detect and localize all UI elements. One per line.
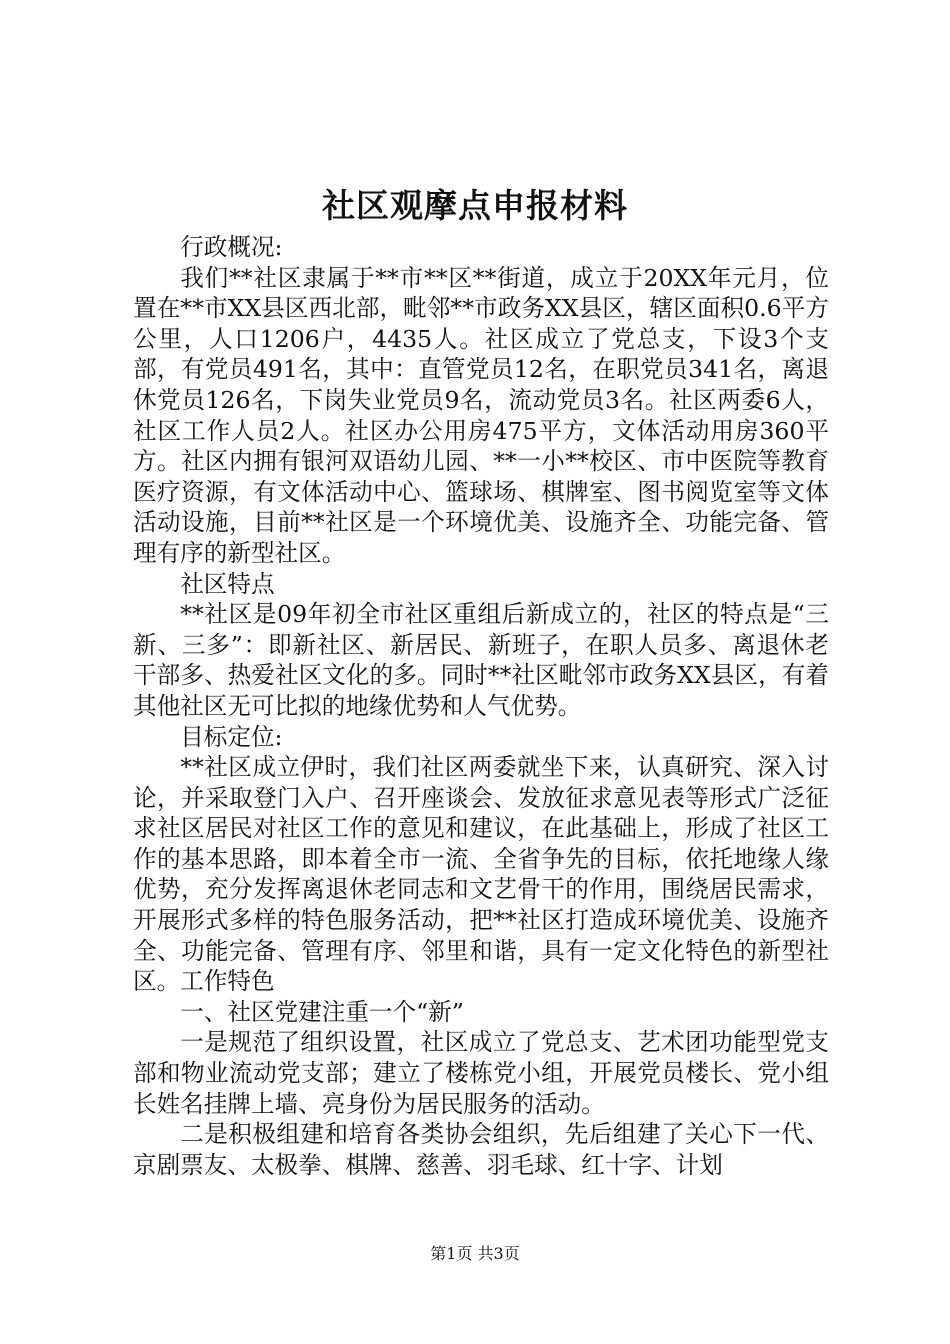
section-heading-overview: 行政概况:: [180, 233, 283, 261]
paragraph-overview: 我们**社区隶属于**市**区**街道，成立于20XX年元月，位置在**市XX县区西北部，毗邻**市政务XX县区，辖区面积0.6平方公里，人口1206户，4435人。社区成立了党总支，下设3个支部，有党员491名，其中：直管党员12名，在职党员341名，离退休党员126名，下岗失业党员9名，流动党员3名。社区两委6人，社区工作人员2人。社区办公用房475平方，文体活动用房360平方。社区内拥有银河双语幼儿园、**一小**校区、市中医院等教育医疗资源，有文体活动中心、篮球场、棋牌室、图书阅览室等文体活动设施，目前**社区是一个环境优美、设施齐全、功能完备、管理有序的新型社区。: [133, 263, 829, 567]
paragraph-item-one: 一是规范了组织设置，社区成立了党总支、艺术团功能型党支部和物业流动党支部；建立了楼栋党小组，开展党员楼长、党小组长姓名挂牌上墙、亮身份为居民服务的活动。: [133, 1028, 829, 1118]
paragraph-item-two: 二是积极组建和培育各类协会组织，先后组建了关心下一代、京剧票友、太极拳、棋牌、慈善、羽毛球、红十字、计划: [133, 1120, 829, 1179]
paragraph-features: **社区是09年初全市社区重组后新成立的，社区的特点是“三新、三多”：即新社区、新居民、新班子，在职人员多、离退休老干部多、热爱社区文化的多。同时**社区毗邻市政务XX县区，有着其他社区无可比拟的地缘优势和人气优势。: [133, 600, 829, 720]
section-heading-goal: 目标定位:: [180, 722, 283, 751]
document-body: [133, 232, 829, 1180]
subheading-party-building: 一、社区党建注重一个“新”: [180, 997, 464, 1026]
paragraph-goal: **社区成立伊时，我们社区两委就坐下来，认真研究、深入讨论，并采取登门入户、召开座谈会、发放征求意见表等形式广泛征求社区居民对社区工作的意见和建议，在此基础上，形成了社区工作的基本思路，即本着全市一流、全省争先的目标，依托地缘人缘优势，充分发挥离退休老同志和文艺骨干的作用，围绕居民需求，开展形式多样的特色服务活动，把**社区打造成环境优美、设施齐全、功能完备、管理有序、邻里和谐，具有一定文化特色的新型社区。工作特色: [133, 753, 829, 996]
section-heading-features: 社区特点: [180, 569, 275, 598]
document-title: 社区观摩点申报材料: [322, 186, 628, 225]
page-footer: 第1页 共3页: [430, 1244, 520, 1263]
